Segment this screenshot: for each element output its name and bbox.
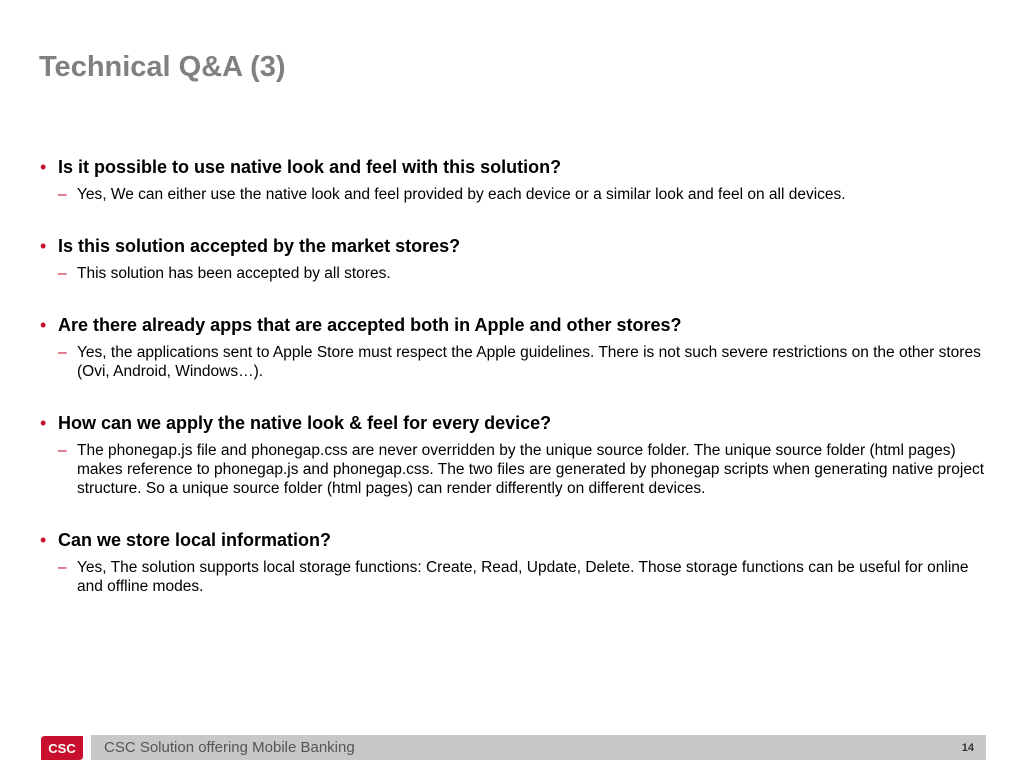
page-number: 14 xyxy=(961,742,974,754)
footer-bar xyxy=(91,735,986,760)
dash-icon: – xyxy=(58,442,67,459)
answer-text: The phonegap.js file and phonegap.css are never overridden by the unique source folder. The unique source folder (html pages) makes reference to phonegap.js and phonegap.css. The two files are generated by phonegap scripts when generating native project structure. So a unique source folder (html pages) can render differently on different devices. xyxy=(77,442,985,497)
dash-icon: – xyxy=(58,265,67,282)
csc-logo xyxy=(39,735,85,761)
answer xyxy=(40,441,990,498)
question-text: How can we apply the native look & feel for every device? xyxy=(58,413,552,433)
qa-item xyxy=(40,156,990,204)
question xyxy=(40,314,990,337)
bullet-icon: • xyxy=(40,315,47,335)
dash-icon: – xyxy=(58,186,67,203)
question xyxy=(40,235,990,258)
answer-text: This solution has been accepted by all stores. xyxy=(77,265,391,282)
question-text: Is this solution accepted by the market stores? xyxy=(58,236,461,256)
question xyxy=(40,156,990,179)
qa-list xyxy=(40,156,990,627)
question xyxy=(40,412,990,435)
answer-text: Yes, the applications sent to Apple Store must respect the Apple guidelines. There is not such severe restrictions on the other stores (Ovi, Android, Windows…). xyxy=(77,344,981,380)
dash-icon: – xyxy=(58,344,67,361)
footer-text: CSC Solution offering Mobile Banking xyxy=(104,739,355,756)
answer xyxy=(40,264,990,283)
question-text: Are there already apps that are accepted both in Apple and other stores? xyxy=(58,315,682,335)
qa-item xyxy=(40,235,990,283)
qa-item xyxy=(40,412,990,498)
bullet-icon: • xyxy=(40,236,47,256)
answer xyxy=(40,185,990,204)
bullet-icon: • xyxy=(40,413,47,433)
question-text: Is it possible to use native look and feel with this solution? xyxy=(58,157,562,177)
slide-title: Technical Q&A (3) xyxy=(39,51,286,83)
answer-text: Yes, We can either use the native look and feel provided by each device or a similar look and feel on all devices. xyxy=(77,186,846,203)
bullet-icon: • xyxy=(40,530,47,550)
qa-item xyxy=(40,314,990,381)
qa-item xyxy=(40,529,990,596)
dash-icon: – xyxy=(58,559,67,576)
logo-text: CSC xyxy=(48,741,76,756)
answer xyxy=(40,343,990,381)
answer xyxy=(40,558,990,596)
answer-text: Yes, The solution supports local storage functions: Create, Read, Update, Delete. Those storage functions can be useful for online and offline modes. xyxy=(77,559,969,595)
question xyxy=(40,529,990,552)
bullet-icon: • xyxy=(40,157,47,177)
question-text: Can we store local information? xyxy=(58,530,332,550)
